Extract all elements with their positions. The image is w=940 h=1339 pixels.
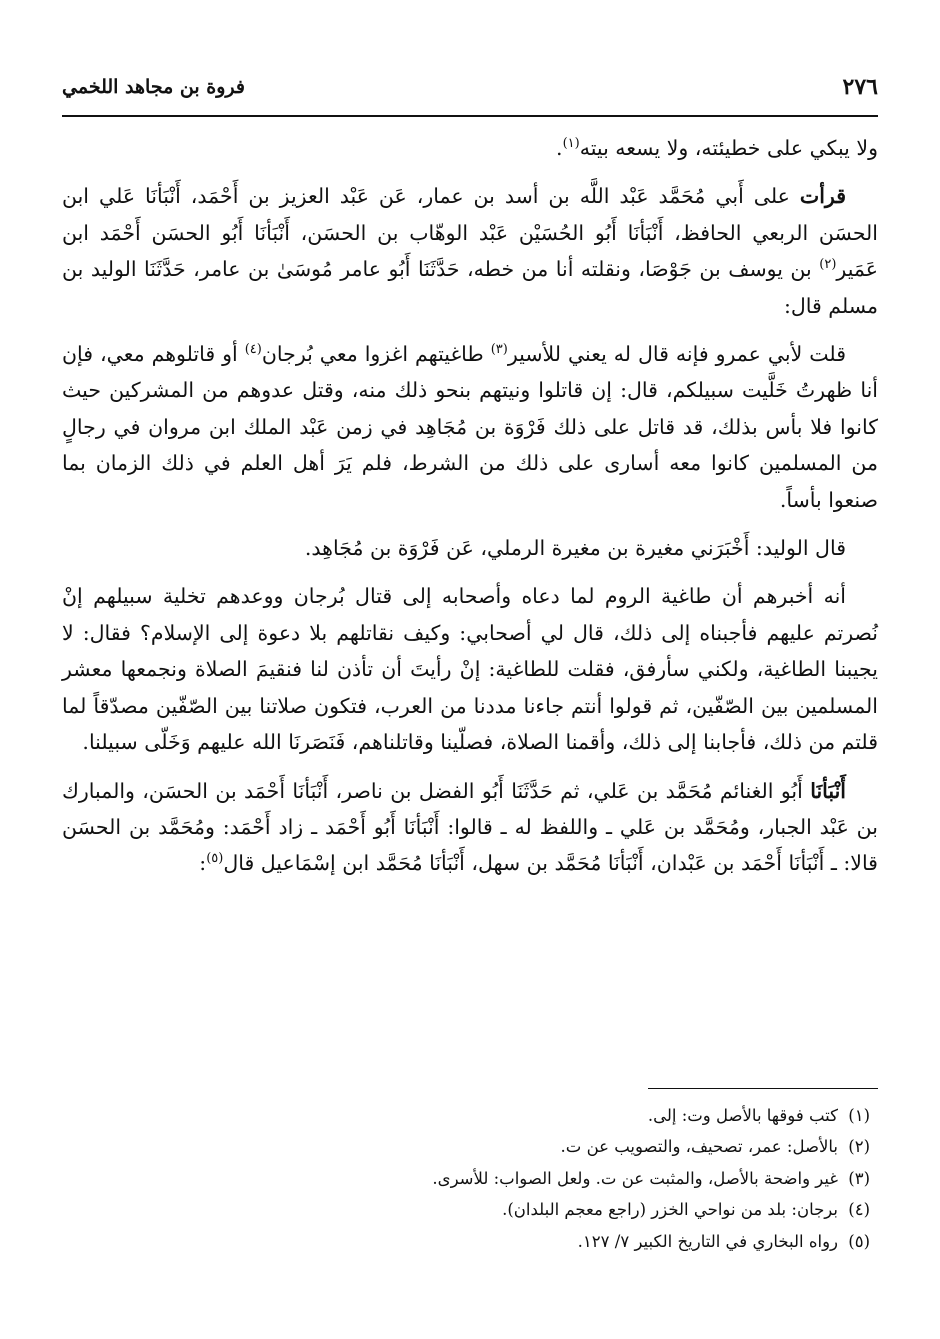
page-header <box>62 70 878 110</box>
footnote-number: (٣) <box>848 1168 870 1188</box>
footnote-number: (٥) <box>848 1231 870 1251</box>
header-rule <box>62 115 878 117</box>
text-segment: أو قاتلوهم معي، فإن أنا ظهرتُ خَلَّيت سبيلكم، قال: إن قاتلوا ونيتهم بنحو ذلك منه، وقتل عدوهم من المشركين حيث كانوا فلا بأس بذلك، قد قاتل على ذلك فَرْوَة بن مُجَاهِد في زمن عَبْد الملك ابن مروان في رجالٍ من المسلمين كانوا معه أسارى على ذلك من الشرط، فلم يَرَ أهل العلم في ذلك الزمان بما صنعوا بأساً. <box>62 342 878 512</box>
footnote-reference: (٣) <box>490 342 508 358</box>
paragraph <box>62 578 878 760</box>
paragraph-lead-word: أَنْبَأنَا <box>810 778 846 803</box>
text-segment: : <box>199 851 207 876</box>
footnote-reference: (٢) <box>819 257 837 273</box>
text-segment: قلت لأبي عمرو فإنه قال له يعني للأسير <box>507 342 846 367</box>
footnote <box>62 1131 870 1162</box>
body-text <box>62 130 878 894</box>
footnote-text: رواه البخاري في التاريخ الكبير ٧/ ١٢٧. <box>577 1231 838 1251</box>
footnote-reference: (١) <box>562 136 580 152</box>
running-title: فروة بن مجاهد اللخمي <box>62 76 245 98</box>
text-segment: على أَبي مُحَمَّد عَبْد اللَّه بن أسد بن عمار، عَن عَبْد العزيز بن أَحْمَد، أَنْبَأنَا عَلي ابن الحسَن الربعي الحافظ، أَنْبَأنَا أَبُو الحُسَيْن عَبْد الوهّاب بن الحسَن، أَنْبَأنَا أَبُو الحسَن أَحْمَد ابن عَمَير <box>62 184 878 282</box>
footnote <box>62 1226 870 1257</box>
text-segment: أنه أخبرهم أن طاغية الروم لما دعاه وأصحابه إلى قتال بُرجان ووعدهم تخلية سبيلهم إنْ نُصرتم عليهم فأجبناه إلى ذلك، قال لي أصحابي: وكيف نقاتلهم بلا دعوة إلى الإسلام؟ فقال: لا يجيبنا الطاغية، ولكني سأرفق، فقلت للطاغية: إنْ رأيتَ أن تأذن لنا فنقيمَ الصلاة ونجمعها معشر المسلمين بين الصّفّين، ثم قولوا أنتم جاءنا مددنا من العرب، فتكون صلاتنا بين الصّفّين مصدّقاً لما قلتم من ذلك، فأجابنا إلى ذلك، وأقمنا الصلاة، فصلّينا وقاتلناهم، فَنَصَرنَا الله عليهم وَخَلّى سبيلنا. <box>62 584 878 755</box>
footnote <box>62 1194 870 1225</box>
text-segment: طاغيتهم اغزوا معي بُرجان <box>261 342 491 367</box>
footnote-text: كتب فوقها بالأصل وت: إلى. <box>647 1106 838 1125</box>
footnote-text: برجان: بلد من نواحي الخزر (راجع معجم البلدان). <box>502 1200 838 1220</box>
paragraph <box>62 773 878 882</box>
footnote-number: (٤) <box>848 1200 870 1220</box>
text-segment: قال الوليد: أَخْبَرَني مغيرة بن مغيرة الرملي، عَن فَرْوَة بن مُجَاهِد. <box>304 536 846 561</box>
text-segment: . <box>556 136 563 160</box>
footnote-text: غير واضحة بالأصل، والمثبت عن ت. ولعل الصواب: للأسرى. <box>432 1168 838 1188</box>
paragraph <box>62 178 878 324</box>
paragraph <box>62 336 878 518</box>
footnote-text: بالأصل: عمر، تصحيف، والتصويب عن ت. <box>560 1137 838 1157</box>
footnote-reference: (٥) <box>206 851 224 867</box>
paragraph <box>62 130 878 166</box>
paragraph <box>62 530 878 566</box>
text-segment: بن يوسف بن جَوْصَا، ونقلته أنا من خطه، حَدَّثَنَا أَبُو عامر مُوسَىٰ بن عامر، حَدَّثَنَا الوليد بن مسلم قال: <box>62 257 878 318</box>
footnote-number: (١) <box>848 1106 870 1125</box>
text-segment: أَبُو الغنائم مُحَمَّد بن عَلي، ثم حَدَّثَنَا أَبُو الفضل بن ناصر، أَنْبَأنَا أَحْمَد بن الحسَن، والمبارك بن عَبْد الجبار، ومُحَمَّد بن عَلي ـ واللفظ له ـ قالوا: أَنْبَأنَا أَبُو أَحْمَد ـ زاد أَحْمَد: ومُحَمَّد بن الحسَن قالا: ـ أَنْبَأنَا أَحْمَد بن عَبْدان، أَنْبَأنَا مُحَمَّد بن سهل، أَنْبَأنَا مُحَمَّد ابن إسْمَاعيل قال <box>62 778 878 876</box>
footnote <box>62 1163 870 1194</box>
footnote <box>62 1100 870 1131</box>
page-number: ٢٧٦ <box>842 74 878 100</box>
paragraph-lead-word: قرأت <box>799 184 846 209</box>
footnote-number: (٢) <box>848 1137 870 1157</box>
footnote-separator <box>648 1088 878 1089</box>
footnotes <box>62 1100 870 1257</box>
text-segment: ولا يبكي على خطيئته، ولا يسعه بيته <box>579 136 878 160</box>
footnote-reference: (٤) <box>244 342 262 358</box>
